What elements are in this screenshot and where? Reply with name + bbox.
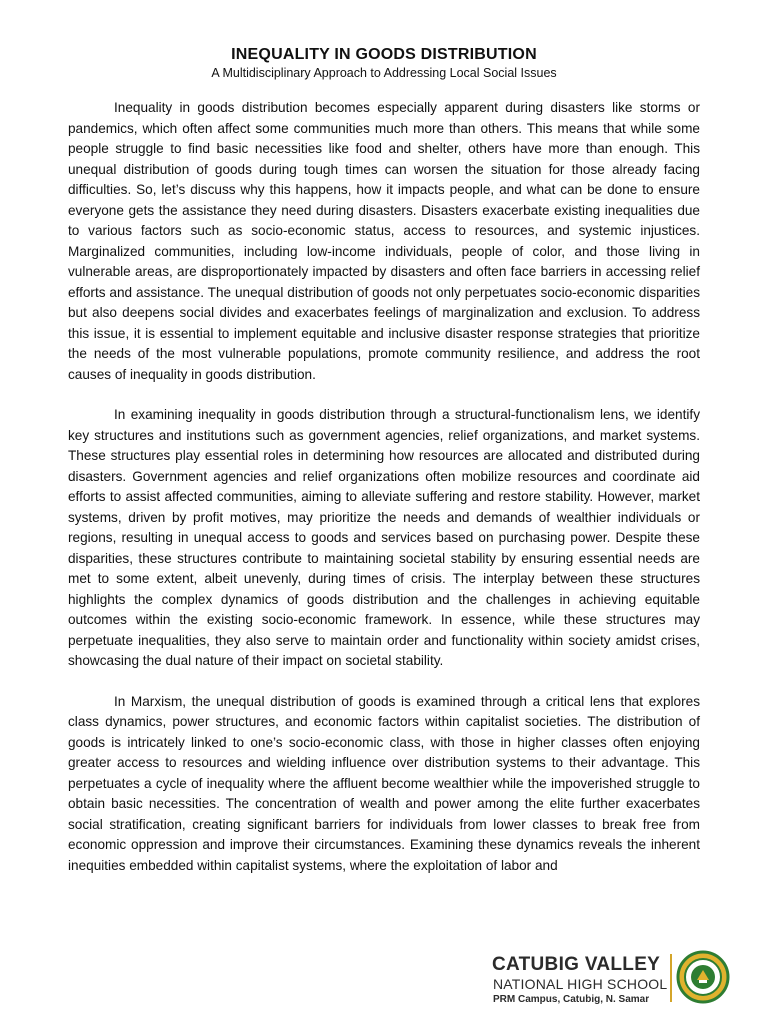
school-address: PRM Campus, Catubig, N. Samar — [493, 994, 650, 1005]
school-footer — [492, 950, 762, 1006]
school-name: CATUBIG VALLEY — [492, 954, 661, 975]
school-seal-icon — [676, 950, 730, 1004]
document-title: INEQUALITY IN GOODS DISTRIBUTION — [231, 46, 537, 63]
document-page — [68, 46, 700, 896]
school-type: NATIONAL HIGH SCHOOL — [493, 976, 668, 992]
paragraph-marxism: In Marxism, the unequal distribution of goods is examined through a critical lens that explores class dynamics, power structures, and economic factors within capitalist societies. The distribution of goods is intricately linked to one’s socio-economic class, with those in higher classes often enjoying greater access to resources and wielding influence over distribution systems to their advantage. This perpetuates a cycle of inequality where the affluent become wealthier while the impoverished struggle to obtain basic necessities. The concentration of wealth and power among the elite further exacerbates social stratification, creating significant barriers for individuals from lower classes to break free from economic oppression and improve their circumstances. Examining these dynamics reveals the inherent inequities embedded within capitalist systems, where the exploitation of labor and — [68, 693, 700, 873]
paragraph-intro: Inequality in goods distribution becomes especially apparent during disasters like storms or pandemics, which often affect some communities much more than others. This means that while some people struggle to find basic necessities like food and shelter, others have more than enough. This unequal distribution of goods during tough times can worsen the situation for those already facing difficulties. So, let’s discuss why this happens, how it impacts people, and what can be done to ensure everyone gets the assistance they need during disasters. Disasters exacerbate existing inequalities due to various factors such as socio-economic status, access to resources, and systemic injustices. Marginalized communities, including low-income individuals, people of color, and those living in vulnerable areas, are disproportionately impacted by disasters and often face barriers in accessing relief efforts and assistance. The unequal distribution of goods not only perpetuates socio-economic disparities but also deepens social divides and exacerbates feelings of marginalization and exclusion. To address this issue, it is essential to implement equitable and inclusive disaster response strategies that prioritize the needs of the most vulnerable populations, promote community resilience, and address the root causes of inequality in goods distribution. — [68, 100, 700, 382]
footer-divider — [670, 954, 672, 1002]
document-subtitle: A Multidisciplinary Approach to Addressing Local Social Issues — [211, 66, 557, 80]
paragraph-structural-functionalism: In examining inequality in goods distribution through a structural-functionalism lens, we identify key structures and institutions such as government agencies, relief organizations, and market systems. These structures play essential roles in determining how resources are allocated and distributed during disasters. Government agencies and relief organizations often mobilize resources and coordinate aid efforts to assist affected communities, aiming to alleviate suffering and restore stability. However, market systems, driven by profit motives, may prioritize the needs and demands of wealthier individuals or regions, resulting in unequal access to goods and services based on purchasing power. Despite these disparities, these structures contribute to maintaining societal stability by ensuring essential needs are met to some extent, albeit unevenly, during times of crisis. The interplay between these structures highlights the complex dynamics of goods distribution and the challenges in achieving equitable outcomes within the existing socio-economic framework. In essence, while these structures may perpetuate inequalities, they also serve to maintain order and functionality within society amidst crises, showcasing the dual nature of their impact on societal stability. — [68, 407, 700, 668]
